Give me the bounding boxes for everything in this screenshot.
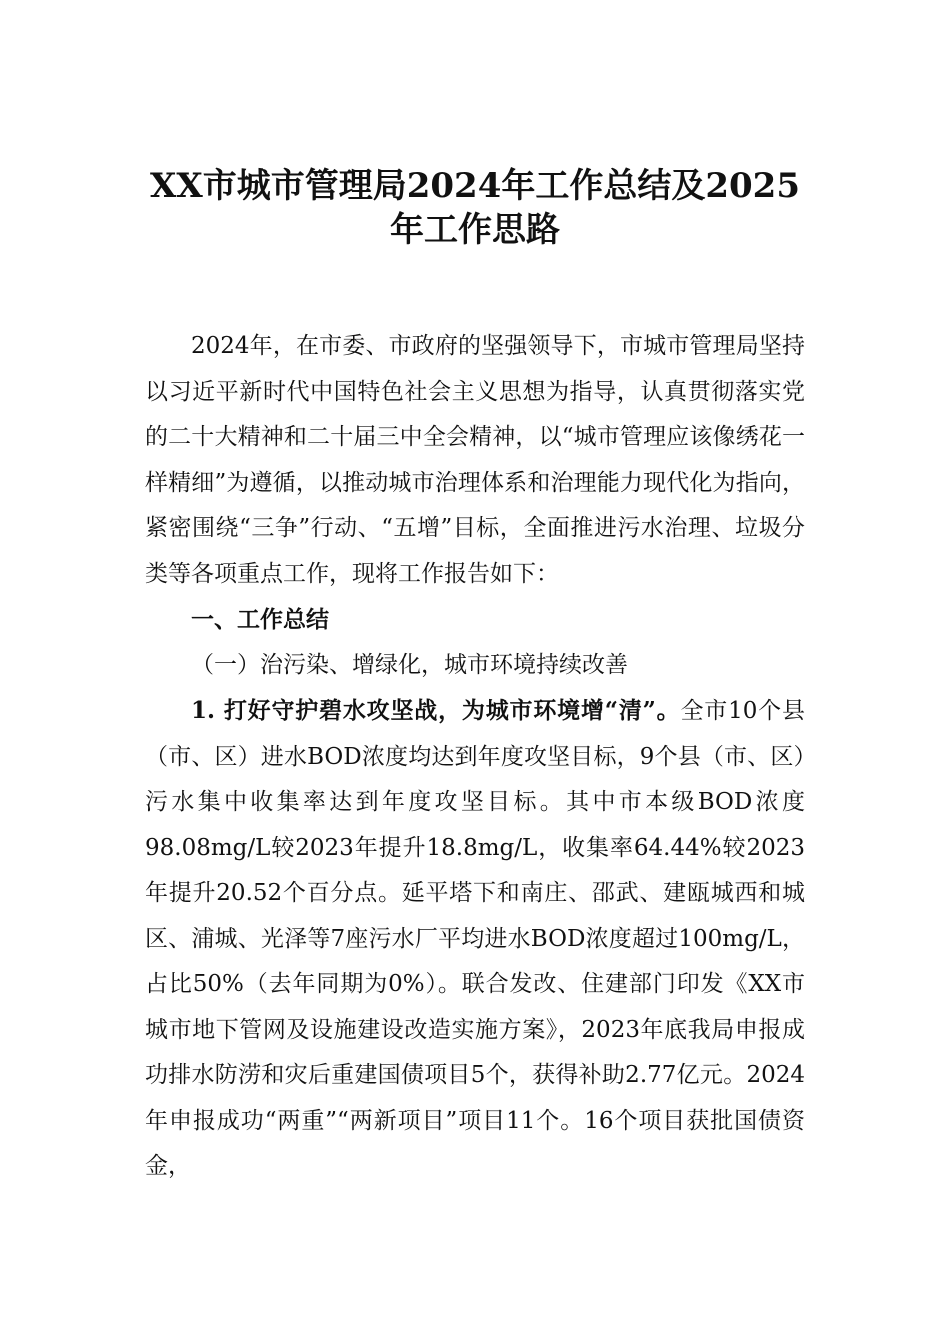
document-body (145, 324, 805, 1190)
document-title-line-2: 年工作思路 (390, 210, 560, 250)
section-heading: 一、工作总结 (191, 606, 329, 633)
item-lead: 1. 打好守护碧水攻坚战，为城市环境增“清”。 (191, 697, 681, 724)
item-text: 全市10个县（市、区）进水BOD浓度均达到年度攻坚目标，9个县（市、区）污水集中收集率达到年度攻坚目标。其中市本级BOD浓度98.08mg/L较2023年提升18.8mg/L，收集率64.44%较2023年提升20.52个百分点。延平塔下和南庄、邵武、建瓯城西和城区、浦城、光泽等7座污水厂平均进水BOD浓度超过100mg/L，占比50%（去年同期为0%）。联合发改、住建部门印发《XX市城市地下管网及设施建设改造实施方案》，2023年底我局申报成功排水防涝和灾后重建国债项目5个，获得补助2.77亿元。2024年申报成功“两重”“两新项目”项目11个。16个项目获批国债资金， (145, 698, 805, 1179)
document-title-line-1: XX市城市管理局2024年工作总结及2025 (149, 166, 801, 206)
intro-paragraph: 2024年，在市委、市政府的坚强领导下，市城市管理局坚持以习近平新时代中国特色社会主义思想为指导，认真贯彻落实党的二十大精神和二十届三中全会精神，以“城市管理应该像绣花一样精细”为遵循，以推动城市治理体系和治理能力现代化为指向，紧密围绕“三争”行动、“五增”目标，全面推进污水治理、垃圾分类等各项重点工作，现将工作报告如下： (145, 333, 805, 587)
item-paragraph (145, 688, 805, 1190)
subsection-heading: （一）治污染、增绿化，城市环境持续改善 (191, 651, 628, 678)
